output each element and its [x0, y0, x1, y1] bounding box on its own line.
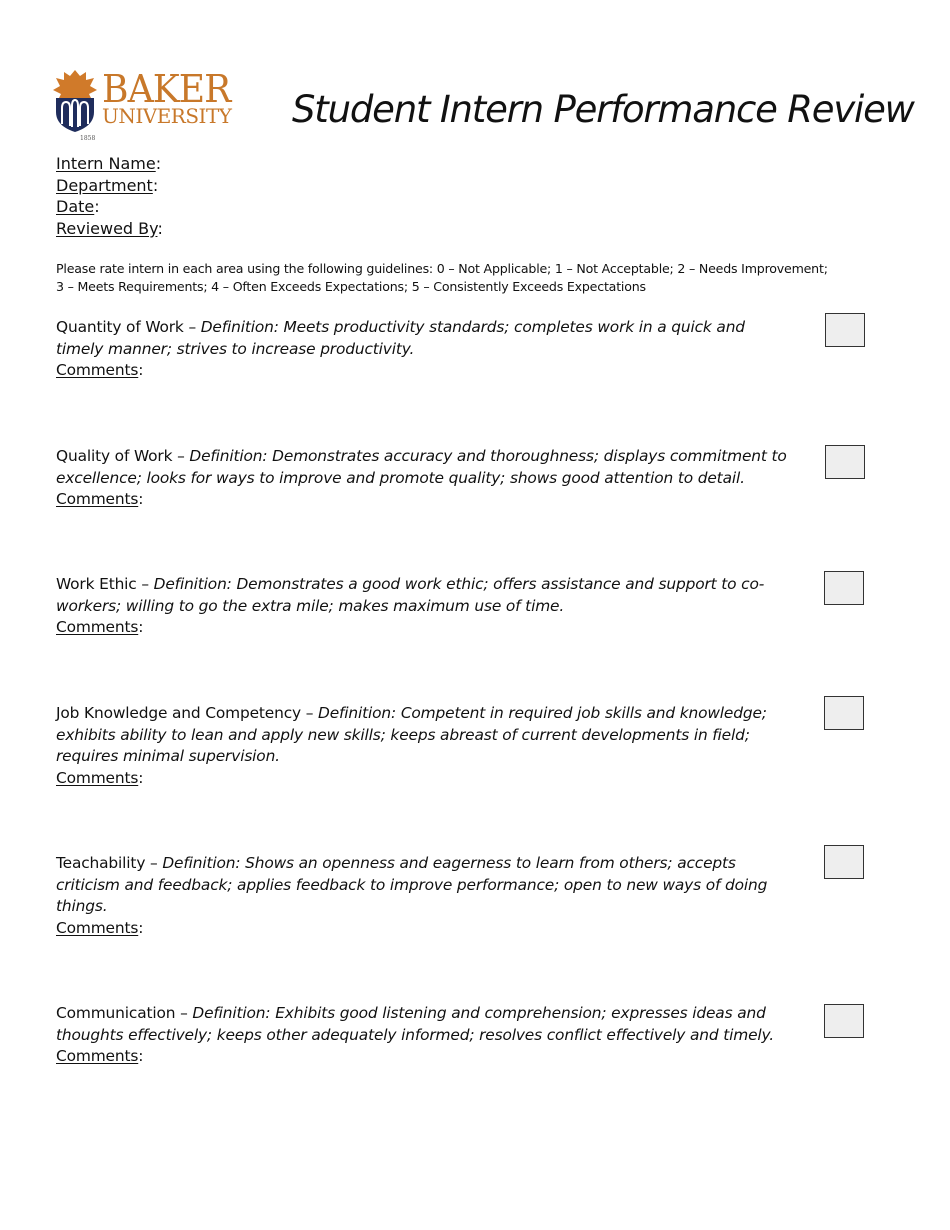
guidelines-line-1: Please rate intern in each area using the following guidelines: 0 – Not Applicable; 1 – Not Acceptable; 2 – Needs Improvement; [56, 261, 828, 276]
criterion-separator: – [145, 854, 163, 872]
date-label: Date [56, 197, 95, 216]
rating-box-teachability[interactable] [824, 845, 864, 879]
field-colon: : [94, 197, 100, 216]
rating-box-quantity-of-work[interactable] [825, 313, 865, 347]
criterion-name: Job Knowledge and Competency [56, 704, 301, 722]
intern-name-field[interactable] [56, 153, 163, 175]
criterion-name: Communication [56, 1004, 176, 1022]
criterion-quantity-of-work: Quantity of Work – Definition: Meets productivity standards; completes work in a quick and timely manner; strives to increase productivity. Comments: [56, 318, 745, 379]
comments-label[interactable]: Comments [56, 618, 139, 636]
criterion-quality-of-work: Quality of Work – Definition: Demonstrates accuracy and thoroughness; displays commitment to excellence; looks for ways to improve and promote quality; shows good attention to detail. Comments: [56, 447, 787, 508]
intern-info-fields [56, 153, 163, 239]
criterion-separator: – [300, 704, 319, 722]
criterion-separator: – [136, 575, 154, 593]
criterion-definition: Definition: Exhibits good listening and comprehension; expresses ideas and thoughts effectively; keeps other adequately informed; resolves conflict effectively and timely. [56, 1004, 775, 1044]
page-title: Student Intern Performance Review [292, 88, 914, 131]
comments-label[interactable]: Comments [56, 490, 139, 508]
criterion-separator: – [175, 1004, 193, 1022]
criterion-name: Quantity of Work [56, 318, 184, 336]
criterion-definition: Definition: Demonstrates accuracy and thoroughness; displays commitment to excellence; looks for ways to improve and promote quality; shows good attention to detail. [56, 447, 787, 487]
comments-label[interactable]: Comments [56, 1047, 139, 1065]
criterion-job-knowledge: Job Knowledge and Competency – Definition: Competent in required job skills and knowledge; exhibits ability to lean and apply new skills; keeps abreast of current developments in field; requires minimal supervision. Comments: [56, 704, 767, 787]
logo-line2: UNIVERSITY [102, 104, 232, 128]
criterion-separator: – [183, 318, 201, 336]
intern-name-label: Intern Name [56, 154, 156, 173]
shield-crest-icon [52, 68, 98, 134]
department-field[interactable] [56, 175, 163, 197]
criterion-definition: Definition: Meets productivity standards; completes work in a quick and timely manner; strives to increase productivity. [56, 318, 745, 358]
reviewed-by-label: Reviewed By [56, 218, 158, 238]
criterion-separator: – [172, 447, 190, 465]
criterion-definition: Definition: Competent in required job skills and knowledge; exhibits ability to lean and apply new skills; keeps abreast of current developments in field; requires minimal supervision. [56, 704, 767, 765]
reviewed-by-field[interactable] [56, 218, 163, 240]
criterion-definition: Definition: Shows an openness and eagerness to learn from others; accepts criticism and feedback; applies feedback to improve performance; open to new ways of doing things. [56, 854, 768, 915]
criterion-teachability: Teachability – Definition: Shows an openness and eagerness to learn from others; accepts criticism and feedback; applies feedback to improve performance; open to new ways of doing things. Comments: [56, 854, 768, 937]
criterion-work-ethic: Work Ethic – Definition: Demonstrates a good work ethic; offers assistance and support to co-workers; willing to go the extra mile; makes maximum use of time. Comments: [56, 575, 765, 636]
department-label: Department [56, 175, 153, 195]
criterion-name: Work Ethic [56, 575, 137, 593]
logo-line1: BAKER [102, 67, 231, 111]
field-colon: : [157, 218, 163, 238]
rating-box-communication[interactable] [824, 1004, 864, 1038]
rating-box-job-knowledge[interactable] [824, 696, 864, 730]
logo-year: 1858 [80, 135, 96, 142]
field-colon: : [155, 154, 162, 173]
rating-box-quality-of-work[interactable] [825, 445, 865, 479]
comments-label[interactable]: Comments [56, 361, 139, 379]
rating-guidelines [56, 260, 896, 296]
baker-university-logo [52, 68, 242, 144]
comments-label[interactable]: Comments [56, 768, 139, 787]
date-field[interactable] [56, 196, 163, 218]
field-colon: : [152, 175, 159, 195]
criterion-communication: Communication – Definition: Exhibits good listening and comprehension; expresses ideas and thoughts effectively; keeps other adequately informed; resolves conflict effectively and timely. Comments: [56, 1004, 775, 1065]
criterion-definition: Definition: Demonstrates a good work ethic; offers assistance and support to co-workers; willing to go the extra mile; makes maximum use of time. [56, 575, 765, 615]
comments-label[interactable]: Comments [56, 918, 139, 937]
criterion-name: Quality of Work [56, 447, 173, 465]
criterion-name: Teachability [56, 854, 146, 872]
guidelines-line-2: 3 – Meets Requirements; 4 – Often Exceeds Expectations; 5 – Consistently Exceeds Expectations [56, 279, 646, 294]
rating-box-work-ethic[interactable] [824, 571, 864, 605]
